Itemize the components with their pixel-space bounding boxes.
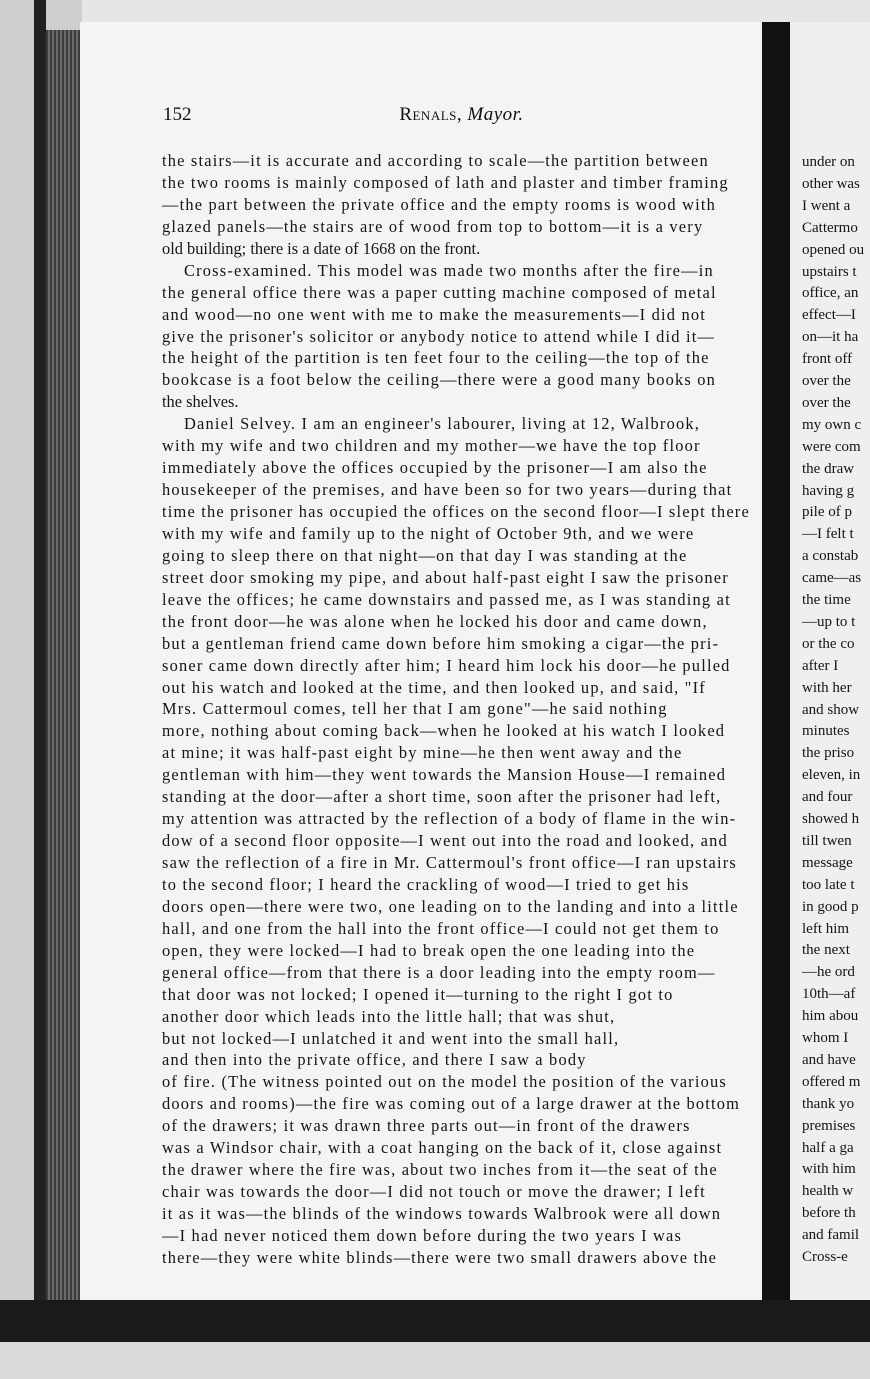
text-line: but a gentleman friend came down before him smoking a cigar—the pri- bbox=[162, 633, 720, 653]
running-title-name: Renals, bbox=[399, 104, 463, 125]
text-line: to the second floor; I heard the crackling of wood—I tried to get his bbox=[162, 874, 690, 894]
next-page-line-fragment: office, an bbox=[802, 285, 859, 302]
next-page-line-fragment: —up to t bbox=[802, 613, 856, 630]
next-page-line-fragment: too late t bbox=[802, 876, 855, 893]
text-line: the general office there was a paper cutting machine composed of metal bbox=[162, 282, 717, 302]
next-page-line-fragment: were com bbox=[802, 438, 861, 455]
next-page-line-fragment: and show bbox=[802, 701, 860, 718]
next-page-line-fragment: 10th—af bbox=[802, 986, 856, 1003]
next-page-line-fragment: effect—I bbox=[802, 307, 856, 324]
text-line: the drawer where the fire was, about two inches from it—the seat of the bbox=[162, 1160, 718, 1180]
text-line: chair was towards the door—I did not touch or move the drawer; I left bbox=[162, 1182, 706, 1202]
text-line: at mine; it was half-past eight by mine—he then went away and the bbox=[162, 743, 683, 763]
running-title bbox=[163, 104, 760, 126]
next-page-line-fragment: in good p bbox=[802, 898, 859, 915]
next-page-line-fragment: —he ord bbox=[802, 964, 855, 981]
text-line: street door smoking my pipe, and about half-past eight I saw the prisoner bbox=[162, 567, 729, 587]
next-page-line-fragment: over the bbox=[802, 394, 851, 411]
text-line: and then into the private office, and there I saw a body bbox=[162, 1050, 587, 1070]
next-page-line-fragment: after I bbox=[802, 657, 839, 674]
text-line: immediately above the offices occupied by the prisoner—I am also the bbox=[162, 458, 708, 478]
page-number: 152 bbox=[163, 104, 192, 125]
next-page-line-fragment: Cattermo bbox=[802, 219, 858, 236]
text-line: with my wife and family up to the night of October 9th, and we were bbox=[162, 523, 695, 543]
text-line: but not locked—I unlatched it and went into the small hall, bbox=[162, 1028, 620, 1048]
text-line: and wood—no one went with me to make the measurements—I did not bbox=[162, 304, 706, 324]
text-line: time the prisoner has occupied the offices on the second floor—I slept there bbox=[162, 502, 750, 521]
text-line: soner came down directly after him; I heard him lock his door—he pulled bbox=[162, 655, 731, 675]
text-line: glazed panels—the stairs are of wood from top to bottom—it is a very bbox=[162, 216, 704, 236]
next-page-line-fragment: and have bbox=[802, 1051, 856, 1068]
text-line: hall, and one from the hall into the front office—I could not get them to bbox=[162, 918, 720, 938]
text-line: housekeeper of the premises, and have been so for two years—during that bbox=[162, 480, 733, 500]
next-page-line-fragment: the draw bbox=[802, 460, 855, 477]
scan-background bbox=[0, 0, 870, 22]
next-page-line-fragment: I went a bbox=[802, 197, 851, 214]
next-page-line-fragment: Cross-e bbox=[802, 1249, 848, 1265]
text-line: the height of the partition is ten feet four to the ceiling—the top of the bbox=[162, 348, 710, 368]
right-page-fragment bbox=[790, 22, 870, 1300]
next-page-line-fragment: under on bbox=[802, 154, 855, 170]
text-line: of the drawers; it was drawn three parts out—in front of the drawers bbox=[162, 1116, 691, 1136]
next-page-line-fragment: message bbox=[802, 854, 853, 871]
next-page-line-fragment: or the co bbox=[802, 635, 855, 652]
text-line: the shelves. bbox=[162, 392, 239, 412]
next-page-line-fragment: left him bbox=[802, 920, 850, 937]
running-title-role: Mayor. bbox=[467, 104, 524, 125]
next-page-line-fragment: showed h bbox=[802, 811, 860, 827]
next-page-line-fragment: eleven, in bbox=[802, 767, 861, 784]
next-page-line-fragment: premises bbox=[802, 1117, 856, 1134]
text-line: old building; there is a date of 1668 on the front. bbox=[162, 238, 481, 258]
text-line: my attention was attracted by the reflection of a body of flame in the win- bbox=[162, 809, 737, 829]
text-line: saw the reflection of a fire in Mr. Cattermoul's front office—I ran upstairs bbox=[162, 853, 737, 872]
body-text bbox=[162, 150, 760, 1269]
next-page-line-fragment: with her bbox=[802, 679, 852, 696]
page-gutter bbox=[762, 22, 790, 1300]
next-page-line-fragment: upstairs t bbox=[802, 263, 857, 280]
page-edges bbox=[46, 30, 80, 1300]
text-line: another door which leads into the little hall; that was shut, bbox=[162, 1006, 616, 1026]
next-page-line-fragment: a constab bbox=[802, 548, 859, 565]
text-line: —the part between the private office and the empty rooms is wood with bbox=[162, 194, 717, 214]
next-page-line-fragment: whom I bbox=[802, 1030, 849, 1046]
next-page-line-fragment: half a ga bbox=[802, 1139, 854, 1156]
text-line: of fire. (The witness pointed out on the model the position of the various bbox=[162, 1072, 727, 1092]
text-line: open, they were locked—I had to break open the one leading into the bbox=[162, 940, 696, 960]
next-page-line-fragment: the next bbox=[802, 942, 850, 959]
text-line: general office—from that there is a door leading into the empty room— bbox=[162, 962, 716, 982]
text-line: gentleman with him—they went towards the Mansion House—I remained bbox=[162, 765, 727, 785]
text-line: dow of a second floor opposite—I went out into the road and looked, and bbox=[162, 831, 728, 851]
text-line: it as it was—the blinds of the windows towards Walbrook were all down bbox=[162, 1204, 722, 1223]
next-page-line-fragment: and famil bbox=[802, 1227, 860, 1244]
text-line: Cross-examined. This model was made two months after the fire—in bbox=[184, 260, 714, 280]
book-spine-shadow bbox=[34, 0, 46, 1310]
next-page-line-fragment: came—as bbox=[802, 570, 862, 587]
next-page-line-fragment: with him bbox=[802, 1161, 856, 1178]
next-page-line-fragment: offered m bbox=[802, 1073, 861, 1090]
next-page-line-fragment: till twen bbox=[802, 832, 852, 849]
next-page-line-fragment: the priso bbox=[802, 745, 855, 762]
text-line: bookcase is a foot below the ceiling—there were a good many books on bbox=[162, 370, 717, 390]
next-page-line-fragment: the time bbox=[802, 592, 851, 608]
next-page-line-fragment: having g bbox=[802, 482, 855, 499]
next-page-line-fragment: other was bbox=[802, 175, 860, 192]
next-page-line-fragment: him abou bbox=[802, 1008, 859, 1025]
scan-bottom-shadow bbox=[0, 1300, 870, 1342]
next-page-line-fragment: thank yo bbox=[802, 1095, 855, 1112]
next-page-line-fragment: on—it ha bbox=[802, 329, 859, 346]
next-page-line-fragment: over the bbox=[802, 373, 851, 389]
text-line: the stairs—it is accurate and according to scale—the partition between bbox=[162, 151, 709, 170]
text-line: was a Windsor chair, with a coat hanging on the back of it, close against bbox=[162, 1138, 723, 1158]
text-line: going to sleep there on that night—on that day I was standing at the bbox=[162, 545, 688, 565]
next-page-line-fragment: opened ou bbox=[802, 241, 865, 258]
text-line: more, nothing about coming back—when he looked at his watch I looked bbox=[162, 721, 726, 741]
text-line: with my wife and two children and my mother—we have the top floor bbox=[162, 436, 701, 456]
text-line: Mrs. Cattermoul comes, tell her that I am gone"—he said nothing bbox=[162, 699, 668, 719]
next-page-line-fragment: and four bbox=[802, 789, 853, 806]
next-page-line-fragment: my own c bbox=[802, 416, 862, 433]
text-line: out his watch and looked at the time, and then looked up, and said, "If bbox=[162, 677, 706, 697]
text-line: —I had never noticed them down before during the two years I was bbox=[162, 1225, 683, 1245]
text-line: there—they were white blinds—there were two small drawers above the bbox=[162, 1247, 718, 1267]
next-page-line-fragment: front off bbox=[802, 351, 853, 368]
next-page-line-fragment: before th bbox=[802, 1205, 856, 1222]
text-line: give the prisoner's solicitor or anybody notice to attend while I did it— bbox=[162, 326, 716, 346]
text-line: Daniel Selvey. I am an engineer's labourer, living at 12, Walbrook, bbox=[184, 414, 701, 434]
text-line: doors open—there were two, one leading on to the landing and into a little bbox=[162, 896, 739, 916]
next-page-line-fragment: pile of p bbox=[802, 504, 852, 521]
text-line: doors and rooms)—the fire was coming out of a large drawer at the bottom bbox=[162, 1094, 741, 1114]
text-line: leave the offices; he came downstairs and passed me, as I was standing at bbox=[162, 589, 731, 609]
text-line: the front door—he was alone when he locked his door and came down, bbox=[162, 611, 708, 631]
text-line: that door was not locked; I opened it—turning to the right I got to bbox=[162, 984, 674, 1004]
scan-background-bottom bbox=[0, 1342, 870, 1379]
text-line: the two rooms is mainly composed of lath and plaster and timber framing bbox=[162, 172, 729, 192]
page-header bbox=[163, 104, 760, 130]
next-page-line-fragment: —I felt t bbox=[802, 526, 854, 543]
next-page-line-fragment: minutes bbox=[802, 723, 850, 740]
next-page-line-fragment: health w bbox=[802, 1183, 854, 1200]
text-line: standing at the door—after a short time, soon after the prisoner had left, bbox=[162, 787, 722, 807]
